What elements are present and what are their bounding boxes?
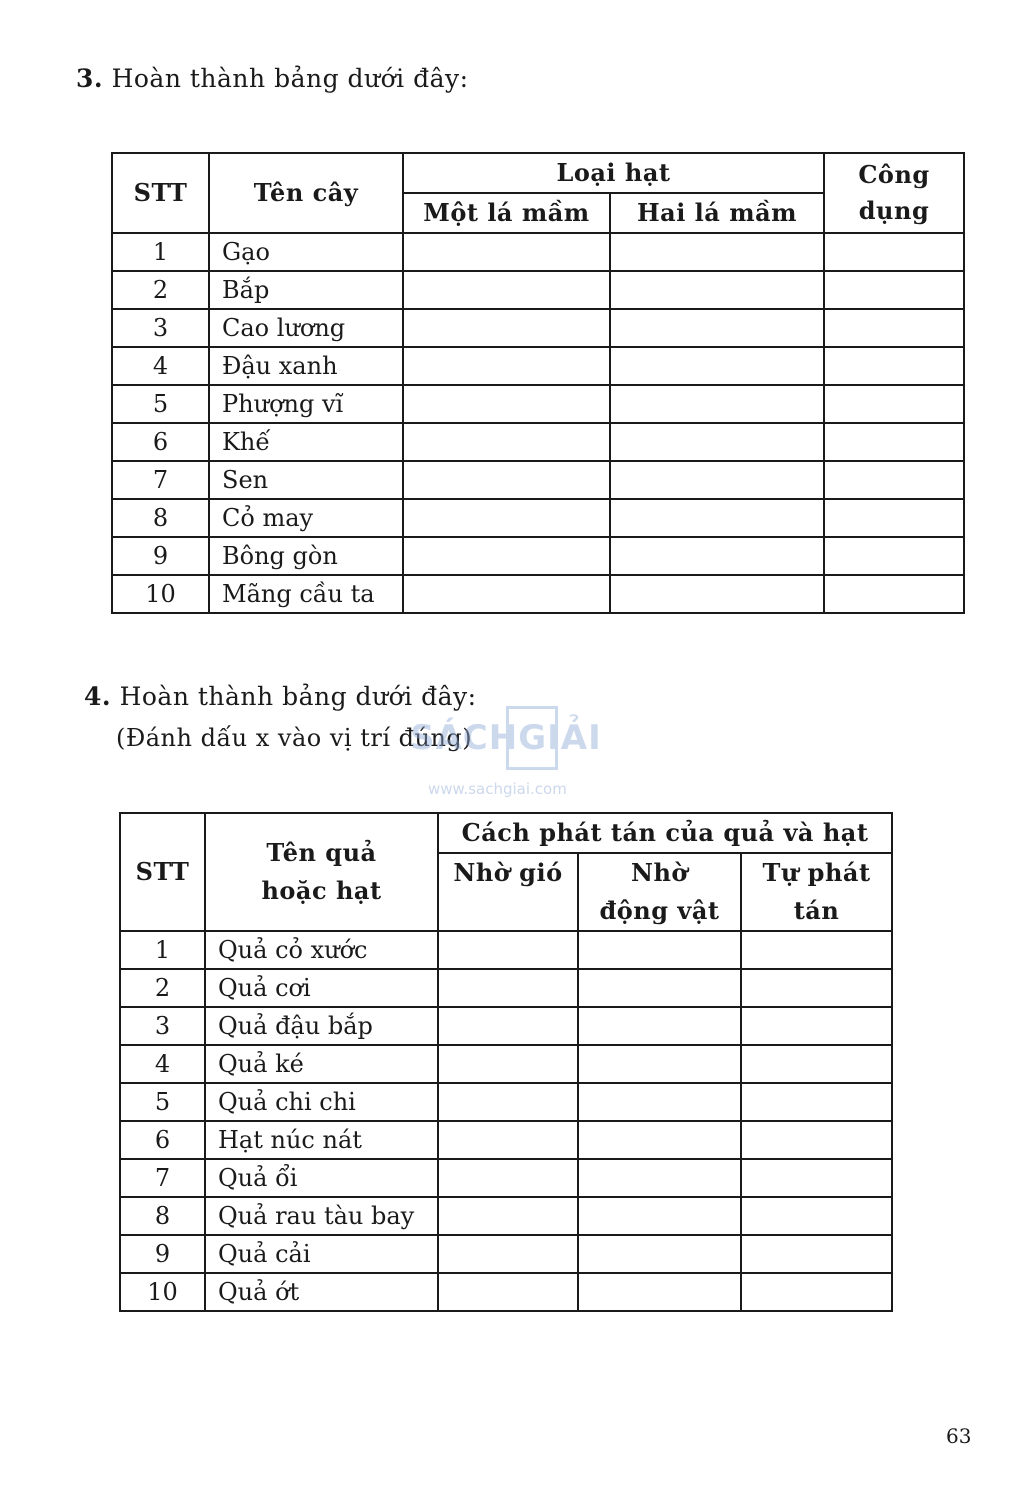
wind-cell[interactable] — [438, 931, 578, 969]
row-name: Quả rau tàu bay — [205, 1197, 438, 1235]
animal-cell[interactable] — [578, 1121, 741, 1159]
wind-cell[interactable] — [438, 1121, 578, 1159]
row-stt: 8 — [112, 499, 209, 537]
animal-cell[interactable] — [578, 1007, 741, 1045]
dicot-cell[interactable] — [610, 423, 824, 461]
dicot-cell[interactable] — [610, 537, 824, 575]
row-name: Quả cỏ xước — [205, 931, 438, 969]
row-stt: 7 — [120, 1159, 205, 1197]
table-row — [112, 385, 964, 423]
monocot-cell[interactable] — [403, 385, 610, 423]
row-stt: 8 — [120, 1197, 205, 1235]
self-dispersal-cell[interactable] — [741, 1045, 892, 1083]
dicot-cell[interactable] — [610, 271, 824, 309]
row-name: Bắp — [209, 271, 403, 309]
row-stt: 3 — [112, 309, 209, 347]
exercise-4-number: 4. — [84, 682, 112, 711]
table-row — [112, 575, 964, 613]
table-row — [112, 537, 964, 575]
exercise-3-number: 3. — [76, 64, 104, 93]
self-dispersal-cell[interactable] — [741, 1273, 892, 1311]
table-row — [120, 1007, 892, 1045]
seed-dispersal-table — [119, 812, 893, 1312]
row-name: Hạt núc nát — [205, 1121, 438, 1159]
usage-cell[interactable] — [824, 385, 964, 423]
row-name: Phượng vĩ — [209, 385, 403, 423]
row-name: Sen — [209, 461, 403, 499]
animal-cell[interactable] — [578, 1197, 741, 1235]
table-row — [112, 309, 964, 347]
table-row — [120, 969, 892, 1007]
monocot-cell[interactable] — [403, 423, 610, 461]
header-dicot: Hai lá mầm — [610, 193, 824, 233]
self-dispersal-cell[interactable] — [741, 1159, 892, 1197]
header-wind: Nhờ gió — [438, 853, 578, 931]
page-number: 63 — [946, 1424, 972, 1448]
row-stt: 3 — [120, 1007, 205, 1045]
table-row — [120, 1045, 892, 1083]
table-row — [120, 1159, 892, 1197]
animal-cell[interactable] — [578, 969, 741, 1007]
wind-cell[interactable] — [438, 1007, 578, 1045]
row-name: Quả cơi — [205, 969, 438, 1007]
header-usage: Công dụng — [824, 153, 964, 233]
exercise-4-title: Hoàn thành bảng dưới đây: — [119, 682, 477, 711]
animal-cell[interactable] — [578, 931, 741, 969]
table-row — [112, 347, 964, 385]
watermark-logo-box — [506, 706, 558, 770]
table-row — [120, 1235, 892, 1273]
row-name: Quả cải — [205, 1235, 438, 1273]
monocot-cell[interactable] — [403, 575, 610, 613]
wind-cell[interactable] — [438, 1273, 578, 1311]
exercise-3-heading — [76, 64, 469, 93]
header-stt: STT — [112, 153, 209, 233]
row-stt: 7 — [112, 461, 209, 499]
table-row — [120, 931, 892, 969]
monocot-cell[interactable] — [403, 309, 610, 347]
self-dispersal-cell[interactable] — [741, 969, 892, 1007]
header-stt: STT — [120, 813, 205, 931]
row-name: Quả ké — [205, 1045, 438, 1083]
table-row — [112, 461, 964, 499]
exercise-4-heading — [84, 682, 477, 711]
table-row — [112, 233, 964, 271]
self-dispersal-cell[interactable] — [741, 1121, 892, 1159]
row-name: Đậu xanh — [209, 347, 403, 385]
header-dispersal: Cách phát tán của quả và hạt — [438, 813, 892, 853]
wind-cell[interactable] — [438, 1235, 578, 1273]
dicot-cell[interactable] — [610, 347, 824, 385]
row-name: Mãng cầu ta — [209, 575, 403, 613]
row-name: Cỏ may — [209, 499, 403, 537]
usage-cell[interactable] — [824, 461, 964, 499]
table-row — [120, 1083, 892, 1121]
header-self: Tự phát tán — [741, 853, 892, 931]
table-row — [120, 1197, 892, 1235]
row-name: Gạo — [209, 233, 403, 271]
watermark-logo-text: SÁCHGIẢI — [410, 718, 602, 758]
table-row — [120, 1121, 892, 1159]
table-row — [112, 423, 964, 461]
dicot-cell[interactable] — [610, 461, 824, 499]
usage-cell[interactable] — [824, 499, 964, 537]
exercise-4-subtitle: (Đánh dấu x vào vị trí đúng) — [116, 724, 473, 752]
row-name: Quả đậu bắp — [205, 1007, 438, 1045]
usage-cell[interactable] — [824, 233, 964, 271]
row-name: Quả ổi — [205, 1159, 438, 1197]
row-name: Quả ớt — [205, 1273, 438, 1311]
monocot-cell[interactable] — [403, 499, 610, 537]
animal-cell[interactable] — [578, 1235, 741, 1273]
usage-cell[interactable] — [824, 575, 964, 613]
seed-type-table — [111, 152, 965, 614]
self-dispersal-cell[interactable] — [741, 1007, 892, 1045]
header-monocot: Một lá mầm — [403, 193, 610, 233]
dicot-cell[interactable] — [610, 385, 824, 423]
row-name: Cao lương — [209, 309, 403, 347]
animal-cell[interactable] — [578, 1083, 741, 1121]
row-stt: 6 — [112, 423, 209, 461]
usage-cell[interactable] — [824, 537, 964, 575]
table-row — [112, 499, 964, 537]
row-name: Khế — [209, 423, 403, 461]
row-stt: 10 — [112, 575, 209, 613]
header-seed-type: Loại hạt — [403, 153, 824, 193]
dicot-cell[interactable] — [610, 499, 824, 537]
table-row — [112, 271, 964, 309]
self-dispersal-cell[interactable] — [741, 931, 892, 969]
wind-cell[interactable] — [438, 1159, 578, 1197]
monocot-cell[interactable] — [403, 347, 610, 385]
wind-cell[interactable] — [438, 969, 578, 1007]
wind-cell[interactable] — [438, 1083, 578, 1121]
watermark-url: www.sachgiai.com — [428, 780, 567, 798]
header-animal: Nhờ động vật — [578, 853, 741, 931]
row-stt: 9 — [120, 1235, 205, 1273]
row-stt: 4 — [112, 347, 209, 385]
monocot-cell[interactable] — [403, 461, 610, 499]
exercise-3-title: Hoàn thành bảng dưới đây: — [111, 64, 469, 93]
dicot-cell[interactable] — [610, 575, 824, 613]
header-fruit-name: Tên quả hoặc hạt — [205, 813, 438, 931]
row-name: Quả chi chi — [205, 1083, 438, 1121]
monocot-cell[interactable] — [403, 537, 610, 575]
watermark — [408, 704, 638, 804]
row-stt: 1 — [112, 233, 209, 271]
wind-cell[interactable] — [438, 1045, 578, 1083]
self-dispersal-cell[interactable] — [741, 1083, 892, 1121]
row-stt: 10 — [120, 1273, 205, 1311]
row-stt: 1 — [120, 931, 205, 969]
usage-cell[interactable] — [824, 423, 964, 461]
usage-cell[interactable] — [824, 271, 964, 309]
dicot-cell[interactable] — [610, 233, 824, 271]
header-plant-name: Tên cây — [209, 153, 403, 233]
monocot-cell[interactable] — [403, 233, 610, 271]
row-stt: 6 — [120, 1121, 205, 1159]
row-stt: 4 — [120, 1045, 205, 1083]
row-stt: 2 — [112, 271, 209, 309]
row-stt: 5 — [120, 1083, 205, 1121]
row-stt: 2 — [120, 969, 205, 1007]
animal-cell[interactable] — [578, 1045, 741, 1083]
animal-cell[interactable] — [578, 1273, 741, 1311]
self-dispersal-cell[interactable] — [741, 1197, 892, 1235]
dicot-cell[interactable] — [610, 309, 824, 347]
animal-cell[interactable] — [578, 1159, 741, 1197]
row-stt: 9 — [112, 537, 209, 575]
row-name: Bông gòn — [209, 537, 403, 575]
usage-cell[interactable] — [824, 309, 964, 347]
usage-cell[interactable] — [824, 347, 964, 385]
monocot-cell[interactable] — [403, 271, 610, 309]
wind-cell[interactable] — [438, 1197, 578, 1235]
self-dispersal-cell[interactable] — [741, 1235, 892, 1273]
row-stt: 5 — [112, 385, 209, 423]
table-row — [120, 1273, 892, 1311]
